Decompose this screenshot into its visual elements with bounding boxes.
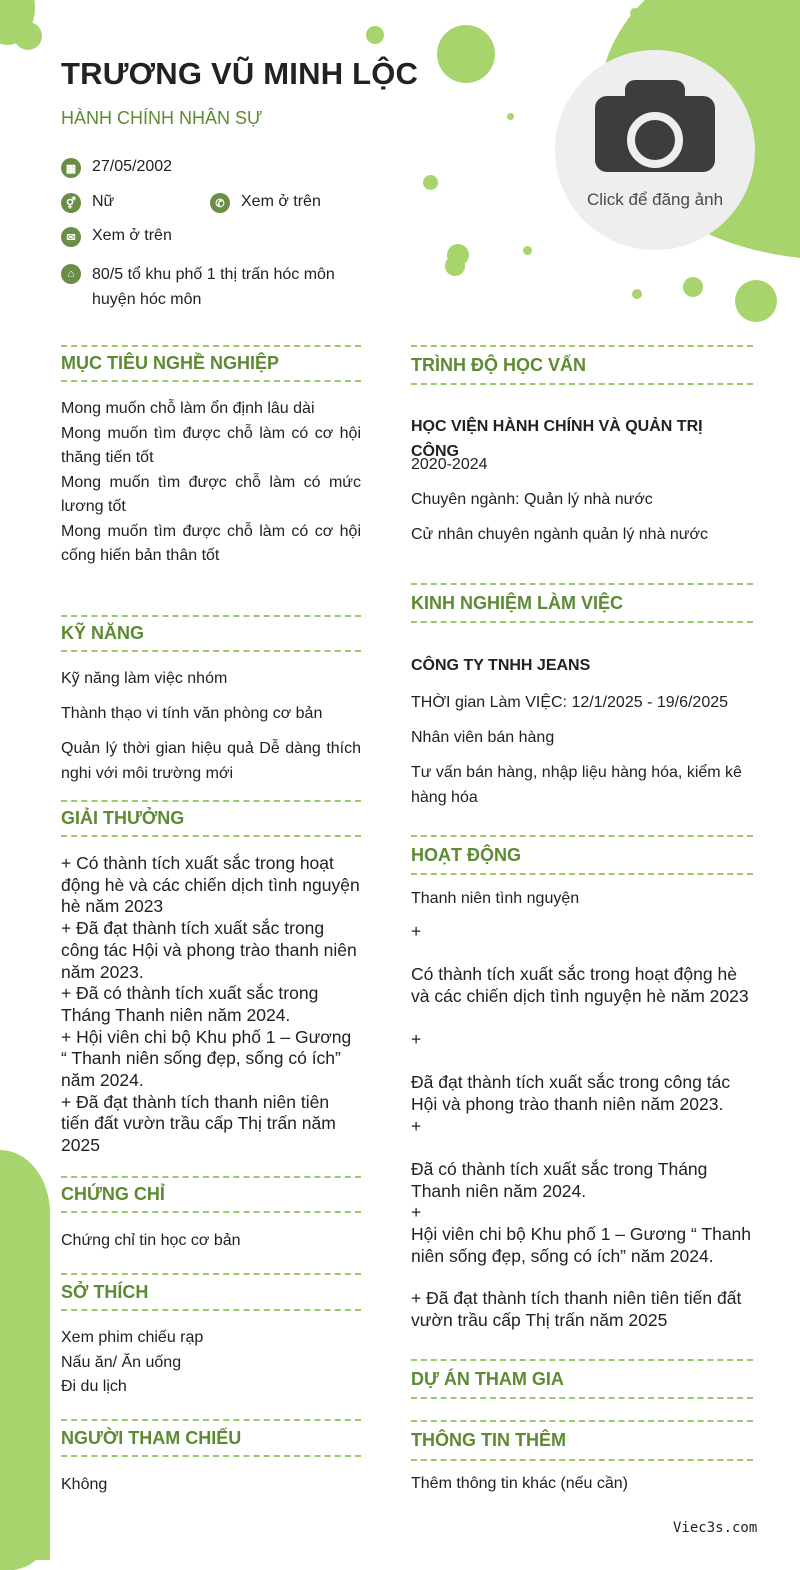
activity-item: Đã đạt thành tích xuất sắc trong công tác Hội và phong trào thanh niên năm 2023. <box>411 1072 731 1114</box>
section-heading-awards: GIẢI THƯỞNG <box>61 800 361 837</box>
skill-item: Quản lý thời gian hiệu quả Dễ dàng thích nghi với môi trường mới <box>61 740 361 782</box>
footer-brand: Viec3s.com <box>673 1520 758 1536</box>
decor-dot <box>366 26 384 44</box>
skill-item: Kỹ năng làm việc nhóm <box>61 670 228 687</box>
awards-list <box>61 853 361 1157</box>
skill-item: Thành thạo vi tính văn phòng cơ bản <box>61 705 323 722</box>
section-heading-objective: MỤC TIÊU NGHỀ NGHIỆP <box>61 345 361 382</box>
phone-value: Xem ở trên <box>241 193 321 210</box>
activity-item: + Đã đạt thành tích thanh niên tiên tiến đất vườn trầu cấp Thị trấn năm 2025 <box>411 1288 742 1330</box>
work-period: THỜI gian Làm VIỆC: 12/1/2025 - 19/6/2025 <box>411 694 729 711</box>
section-heading-activities: HOẠT ĐỘNG <box>411 835 753 875</box>
activity-item: Hội viên chi bộ Khu phố 1 – Gương “ Thanh niên sống đẹp, sống có ích” năm 2024. <box>411 1224 752 1266</box>
activity-plus: + <box>411 1116 422 1136</box>
section-heading-skills: KỸ NĂNG <box>61 615 361 652</box>
mail-icon: ✉ <box>61 227 81 247</box>
section-heading-projects: DỰ ÁN THAM GIA <box>411 1359 753 1399</box>
work-role: Nhân viên bán hàng <box>411 729 555 746</box>
certificate-item: Chứng chỉ tin học cơ bản <box>61 1232 241 1249</box>
decor-dot <box>632 289 642 299</box>
objective-line: Mong muốn tìm được chỗ làm có cơ hội thăng tiến tốt <box>61 424 361 466</box>
education-major: Chuyên ngành: Quản lý nhà nước <box>411 491 653 508</box>
avatar-upload[interactable] <box>555 50 755 250</box>
calendar-icon: ▦ <box>61 158 81 178</box>
email-value: Xem ở trên <box>92 227 172 244</box>
objective-line: Mong muốn tìm được chỗ làm có mức lương tốt <box>61 473 361 515</box>
decor-dot <box>507 113 514 120</box>
birthday-row <box>61 158 172 178</box>
camera-lens <box>627 112 683 168</box>
activity-intro: Thanh niên tình nguyện <box>411 890 580 907</box>
award-item: + Đã đạt thành tích xuất sắc trong công tác Hội và phong trào thanh niên năm 2023. <box>61 918 357 982</box>
decor-dot <box>437 25 495 83</box>
objective-line: Mong muốn chỗ làm ổn định lâu dài <box>61 400 315 417</box>
decor-dot <box>423 175 438 190</box>
activity-item: Có thành tích xuất sắc trong hoạt động hè và các chiến dịch tình nguyện hè năm 2023 <box>411 964 749 1006</box>
gender-value: Nữ <box>92 193 115 210</box>
hobbies-list <box>61 1326 361 1400</box>
school-name: HỌC VIỆN HÀNH CHÍNH VÀ QUẢN TRỊ CÔNG <box>411 418 703 460</box>
address-row <box>61 262 371 312</box>
decor-dot <box>445 256 465 276</box>
phone-icon: ✆ <box>210 193 230 213</box>
phone-row <box>210 193 321 213</box>
decor-dot <box>630 8 640 18</box>
work-description: Tư vấn bán hàng, nhập liệu hàng hóa, kiểm kê hàng hóa <box>411 764 742 806</box>
activity-plus: + <box>411 1029 422 1049</box>
objective-text <box>61 397 361 569</box>
avatar-upload-label: Click để đăng ảnh <box>586 190 724 209</box>
award-item: + Hội viên chi bộ Khu phố 1 – Gương “ Thanh niên sống đẹp, sống có ích” năm 2024. <box>61 1026 352 1091</box>
decor-dot <box>14 22 42 50</box>
award-item: + Có thành tích xuất sắc trong hoạt động hè và các chiến dịch tình nguyện hè năm 2023 <box>61 853 360 917</box>
section-heading-hobbies: SỞ THÍCH <box>61 1273 361 1311</box>
gender-row <box>61 193 114 213</box>
references-text: Không <box>61 1476 108 1493</box>
education-degree: Cử nhân chuyên ngành quản lý nhà nước <box>411 526 709 543</box>
company-name: CÔNG TY TNHH JEANS <box>411 657 591 674</box>
decor-blob <box>0 1230 50 1560</box>
extra-text: Thêm thông tin khác (nếu cần) <box>411 1475 629 1492</box>
activity-plus: + <box>411 1202 422 1222</box>
section-heading-experience: KINH NGHIỆM LÀM VIỆC <box>411 583 753 623</box>
objective-line: Mong muốn tìm được chỗ làm có cơ hội cống hiến bản thân tốt <box>61 522 361 564</box>
activity-plus: + <box>411 921 422 941</box>
decor-dot <box>735 280 777 322</box>
address-value: 80/5 tổ khu phố 1 thị trấn hóc môn huyện hóc môn <box>92 266 335 308</box>
hobby-item: Nấu ăn/ Ăn uống <box>61 1353 182 1371</box>
section-heading-references: NGƯỜI THAM CHIẾU <box>61 1419 361 1457</box>
home-icon: ⌂ <box>61 264 81 284</box>
section-heading-certificates: CHỨNG CHỈ <box>61 1176 361 1213</box>
hobby-item: Xem phim chiếu rạp <box>61 1329 204 1346</box>
award-item: + Đã có thành tích xuất sắc trong Tháng Thanh niên năm 2024. <box>61 983 319 1025</box>
award-item: + Đã đạt thành tích thanh niên tiên tiến đất vườn trầu cấp Thị trấn năm 2025 <box>61 1091 336 1156</box>
candidate-name: TRƯƠNG VŨ MINH LỘC <box>61 56 419 91</box>
section-heading-education: TRÌNH ĐỘ HỌC VẤN <box>411 345 753 385</box>
hobby-item: Đi du lịch <box>61 1378 127 1395</box>
decor-dot <box>523 246 532 255</box>
email-row <box>61 227 172 247</box>
section-heading-extra: THÔNG TIN THÊM <box>411 1420 753 1461</box>
gender-icon: ⚥ <box>61 193 81 213</box>
education-years: 2020-2024 <box>411 456 488 473</box>
candidate-position: HÀNH CHÍNH NHÂN SỰ <box>61 108 263 128</box>
activity-item: Đã có thành tích xuất sắc trong Tháng Thanh niên năm 2024. <box>411 1159 708 1201</box>
birthday-value: 27/05/2002 <box>92 158 173 175</box>
decor-dot <box>683 277 703 297</box>
